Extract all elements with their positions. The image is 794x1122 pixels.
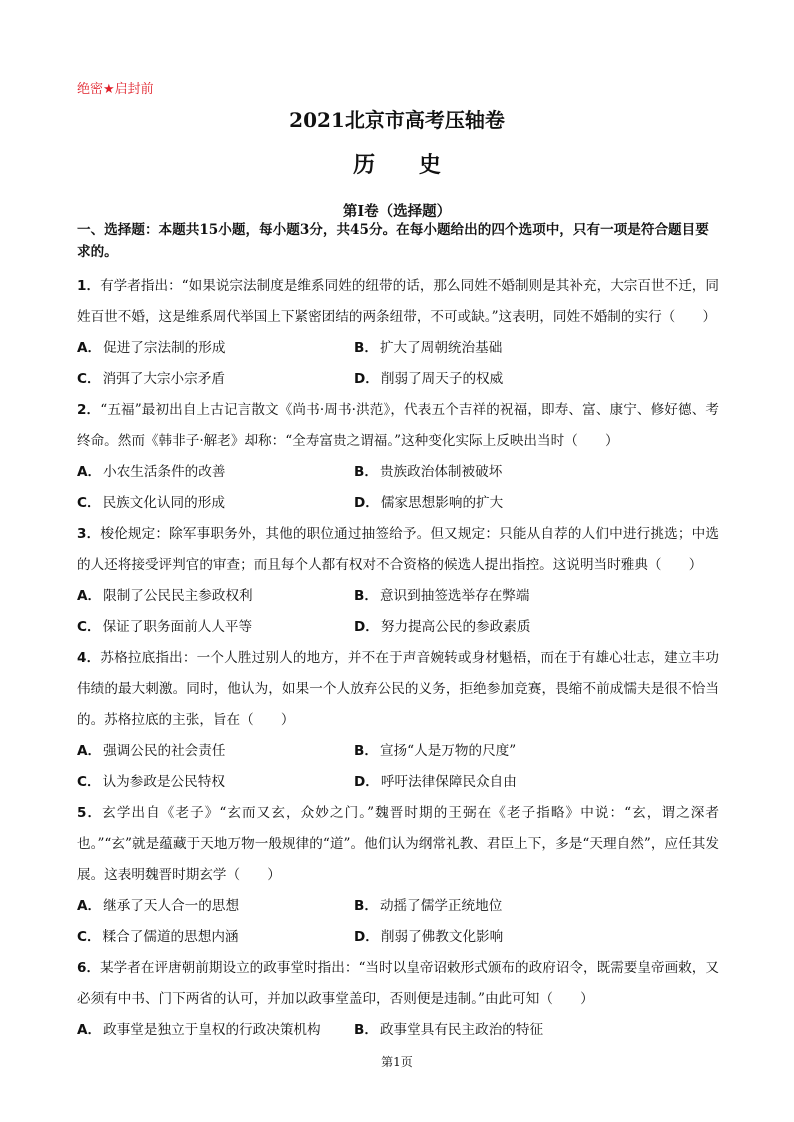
answer-option	[77, 581, 354, 612]
question-text: 有学者指出：“如果说宗法制度是维系同姓的纽带的话，那么同姓不婚制则是其补充，大宗百世不迁，同姓百世不婚，这是维系周代举国上下紧密团结的两条纽带，不可或缺。”这表明，同姓不婚制的实行（ ）	[77, 278, 719, 325]
question-1	[77, 271, 719, 395]
option-text: 努力提高公民的参政素质	[380, 619, 531, 635]
answer-option	[354, 612, 719, 643]
question-number: 5．	[77, 805, 103, 821]
answer-option	[354, 1015, 719, 1046]
option-letter: B．	[354, 898, 378, 914]
option-text: 动摇了儒学正统地位	[379, 898, 503, 914]
option-letter: A．	[77, 1022, 102, 1038]
option-text: 宣扬“人是万物的尺度”	[379, 743, 517, 759]
option-text: 民族文化认同的形成	[102, 495, 225, 511]
option-letter: A．	[77, 464, 102, 480]
answer-option	[354, 891, 719, 922]
question-text: 梭伦规定：除军事职务外，其他的职位通过抽签给予。但又规定：只能从自荐的人们中进行挑选；中选的人还将接受评判官的审查；而且每个人都有权对不合资格的候选人提出指控。这说明当时雅典（ ）	[77, 526, 719, 573]
answer-options	[77, 736, 719, 798]
option-text: 呼吁法律保障民众自由	[380, 774, 517, 790]
question-6	[77, 953, 719, 1046]
page-number: 第1页	[381, 1055, 413, 1069]
question-stem	[77, 395, 719, 457]
option-text: 消弭了大宗小宗矛盾	[102, 371, 225, 387]
option-letter: B．	[354, 464, 378, 480]
question-2	[77, 395, 719, 519]
question-text: 玄学出自《老子》“玄而又玄，众妙之门。”魏晋时期的王弼在《老子指略》中说：“玄，谓之深者也。”“玄”就是蕴藏于天地万物一般规律的“道”。他们认为纲常礼教、君臣上下，多是“天理自然”，应任其发展。这表明魏晋时期玄学（ ）	[77, 805, 719, 883]
option-letter: A．	[77, 898, 102, 914]
option-letter: C．	[77, 619, 101, 635]
question-text: 苏格拉底指出：一个人胜过别人的地方，并不在于声音婉转或身材魁梧，而在于有雄心壮志，建立丰功伟绩的最大刺激。同时，他认为，如果一个人放弃公民的义务，拒绝参加竞赛，畏缩不前成懦夫是很不恰当的。苏格拉底的主张，旨在（ ）	[77, 650, 719, 728]
question-4	[77, 643, 719, 798]
answer-option	[77, 1015, 354, 1046]
option-letter: B．	[354, 340, 378, 356]
answer-option	[77, 488, 354, 519]
option-letter: A．	[77, 340, 102, 356]
answer-option	[77, 767, 354, 798]
option-text: 限制了公民民主参政权利	[103, 588, 253, 604]
option-letter: B．	[354, 588, 378, 604]
question-stem	[77, 953, 719, 1015]
answer-option	[77, 922, 354, 953]
answer-option	[77, 333, 354, 364]
option-letter: B．	[354, 1022, 378, 1038]
answer-option	[77, 364, 354, 395]
question-stem	[77, 798, 719, 891]
option-letter: C．	[77, 495, 101, 511]
option-text: 强调公民的社会责任	[103, 743, 226, 759]
option-letter: A．	[77, 588, 102, 604]
question-number: 3．	[77, 526, 101, 542]
question-stem	[77, 643, 719, 736]
subject-title: 历 史	[353, 152, 459, 178]
answer-option	[354, 736, 719, 767]
answer-option	[77, 457, 354, 488]
answer-options	[77, 457, 719, 519]
option-text: 扩大了周朝统治基础	[379, 340, 503, 356]
option-text: 削弱了佛教文化影响	[380, 929, 504, 945]
answer-option	[354, 488, 719, 519]
question-list	[77, 271, 719, 1046]
option-text: 削弱了周天子的权威	[380, 371, 504, 387]
answer-option	[354, 457, 719, 488]
question-5	[77, 798, 719, 953]
answer-option	[354, 364, 719, 395]
answer-option	[77, 736, 354, 767]
option-letter: B．	[354, 743, 378, 759]
option-text: 政事堂是独立于皇权的行政决策机构	[103, 1022, 321, 1038]
exam-body	[77, 219, 719, 1046]
instructions: 一、选择题：本题共15小题，每小题3分，共45分。在每小题给出的四个选项中，只有一项是符合题目要求的。	[77, 222, 709, 260]
question-number: 4．	[77, 650, 101, 666]
question-text: “五福”最初出自上古记言散文《尚书·周书·洪范》，代表五个吉祥的祝福，即寿、富、康宁、修好德、考终命。然而《韩非子·解老》却称：“全寿富贵之谓福。”这种变化实际上反映出当时（ ）	[77, 402, 719, 449]
option-letter: D．	[354, 774, 379, 790]
question-stem	[77, 271, 719, 333]
option-text: 认为参政是公民特权	[102, 774, 225, 790]
answer-option	[354, 767, 719, 798]
option-letter: D．	[354, 371, 379, 387]
option-letter: C．	[77, 371, 101, 387]
option-text: 促进了宗法制的形成	[103, 340, 226, 356]
option-text: 继承了天人合一的思想	[103, 898, 240, 914]
question-number: 2．	[77, 402, 101, 418]
answer-option	[77, 612, 354, 643]
question-3	[77, 519, 719, 643]
option-letter: A．	[77, 743, 102, 759]
option-letter: D．	[354, 495, 379, 511]
exam-title: 2021北京市高考压轴卷	[289, 108, 505, 132]
option-text: 贵族政治体制被破坏	[379, 464, 503, 480]
answer-options	[77, 1015, 719, 1046]
section-heading: 第Ⅰ卷（选择题）	[342, 203, 452, 220]
option-text: 小农生活条件的改善	[103, 464, 226, 480]
answer-option	[354, 333, 719, 364]
question-number: 6．	[77, 960, 101, 976]
option-text: 保证了职务面前人人平等	[102, 619, 253, 635]
question-stem	[77, 519, 719, 581]
answer-option	[354, 922, 719, 953]
option-text: 糅合了儒道的思想内涵	[102, 929, 239, 945]
answer-option	[77, 891, 354, 922]
answer-option	[354, 581, 719, 612]
option-letter: C．	[77, 929, 101, 945]
question-number: 1．	[77, 278, 101, 294]
option-text: 儒家思想影响的扩大	[380, 495, 504, 511]
question-text: 某学者在评唐朝前期设立的政事堂时指出：“当时以皇帝诏敕形式颁布的政府诏令，既需要皇帝画敕，又必须有中书、门下两省的认可，并加以政事堂盖印，否则便是违制。”由此可知（ ）	[77, 960, 719, 1007]
confidential-stamp: 绝密★启封前	[77, 82, 154, 97]
option-letter: D．	[354, 619, 379, 635]
option-text: 政事堂具有民主政治的特征	[379, 1022, 544, 1038]
option-letter: C．	[77, 774, 101, 790]
answer-options	[77, 891, 719, 953]
answer-options	[77, 333, 719, 395]
answer-options	[77, 581, 719, 643]
option-text: 意识到抽签选举存在弊端	[379, 588, 530, 604]
option-letter: D．	[354, 929, 379, 945]
